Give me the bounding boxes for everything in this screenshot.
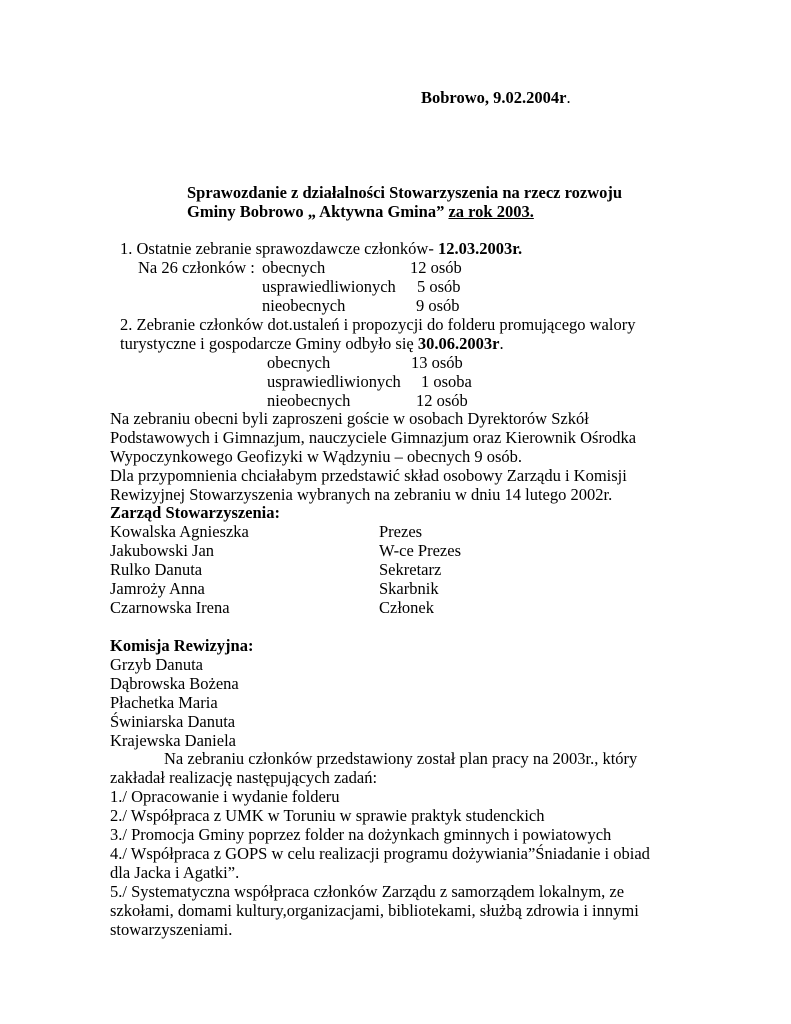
s2-row-value: 1 osoba xyxy=(421,372,472,391)
title-org-name: Gminy Bobrowo „ Aktywna Gmina” xyxy=(187,202,449,221)
section-2-line-1: 2. Zebranie członków dot.ustaleń i propozycji do folderu promującego walory xyxy=(120,315,636,334)
s1-row-value: 5 osób xyxy=(417,277,461,296)
board-member-name: Jakubowski Jan xyxy=(110,541,215,560)
board-member-name: Kowalska Agnieszka xyxy=(110,522,249,541)
plan-task: szkołami, domami kultury,organizacjami, bibliotekami, służbą zdrowia i innymi xyxy=(110,901,639,920)
section-2-date: 30.06.2003r xyxy=(417,334,500,353)
board-heading: Zarząd Stowarzyszenia: xyxy=(110,503,281,522)
s1-row-value: 12 osób xyxy=(410,258,462,277)
board-member-role: Prezes xyxy=(379,522,423,541)
document-date xyxy=(421,88,571,107)
audit-member: Grzyb Danuta xyxy=(110,655,204,674)
s2-row-label: obecnych xyxy=(267,353,331,372)
board-member-role: W-ce Prezes xyxy=(379,541,461,560)
title-year: za rok 2003. xyxy=(448,202,534,221)
plan-task: 2./ Współpraca z UMK w Toruniu w sprawie praktyk studenckich xyxy=(110,806,545,825)
plan-task: dla Jacka i Agatki”. xyxy=(110,863,240,882)
board-member-name: Rulko Danuta xyxy=(110,560,203,579)
section-2-text: turystyczne i gospodarcze Gminy odbyło się xyxy=(120,334,418,353)
date-dot: . xyxy=(566,88,571,107)
audit-heading: Komisja Rewizyjna: xyxy=(110,636,254,655)
paragraph-line: Na zebraniu obecni byli zaproszeni goście w osobach Dyrektorów Szkół xyxy=(110,409,589,428)
s2-row-value: 13 osób xyxy=(411,353,463,372)
board-member-name: Jamroży Anna xyxy=(110,579,205,598)
board-member-name: Czarnowska Irena xyxy=(110,598,230,617)
board-member-role: Sekretarz xyxy=(379,560,442,579)
board-member-role: Skarbnik xyxy=(379,579,439,598)
section-2-dot: . xyxy=(499,334,504,353)
paragraph-line: Wypoczynkowego Geofizyki w Wądzyniu – obecnych 9 osób. xyxy=(110,447,523,466)
plan-task: 1./ Opracowanie i wydanie folderu xyxy=(110,787,340,806)
s2-row-label: nieobecnych xyxy=(267,391,351,410)
audit-member: Płachetka Maria xyxy=(110,693,218,712)
audit-member: Świniarska Danuta xyxy=(110,712,236,731)
section-1-text: 1. Ostatnie zebranie sprawozdawcze członków- xyxy=(120,239,438,258)
report-title-line-2 xyxy=(187,202,534,221)
s1-row-label: obecnych xyxy=(262,258,326,277)
audit-member: Dąbrowska Bożena xyxy=(110,674,239,693)
plan-intro-line-2: zakładał realizację następujących zadań: xyxy=(110,768,378,787)
plan-intro-line-1: Na zebraniu członków przedstawiony został plan pracy na 2003r., który xyxy=(164,749,638,768)
plan-task: 5./ Systematyczna współpraca członków Zarządu z samorządem lokalnym, ze xyxy=(110,882,625,901)
section-1-heading xyxy=(120,239,522,258)
section-1-date: 12.03.2003r. xyxy=(437,239,523,258)
section-2-line-2 xyxy=(120,334,504,353)
board-member-role: Członek xyxy=(379,598,434,617)
date-text: Bobrowo, 9.02.2004r xyxy=(421,88,567,107)
plan-task: 3./ Promocja Gminy poprzez folder na dożynkach gminnych i powiatowych xyxy=(110,825,612,844)
s2-row-label: usprawiedliwionych xyxy=(267,372,401,391)
s2-row-value: 12 osób xyxy=(416,391,468,410)
paragraph-line: Podstawowych i Gimnazjum, nauczyciele Gimnazjum oraz Kierownik Ośrodka xyxy=(110,428,637,447)
s1-row-value: 9 osób xyxy=(416,296,460,315)
paragraph-line: Dla przypomnienia chciałabym przedstawić skład osobowy Zarządu i Komisji xyxy=(110,466,627,485)
plan-task: 4./ Współpraca z GOPS w celu realizacji programu dożywiania”Śniadanie i obiad xyxy=(110,844,650,863)
s1-row-label: nieobecnych xyxy=(262,296,346,315)
s1-row-label: usprawiedliwionych xyxy=(262,277,396,296)
section-1-intro: Na 26 członków : xyxy=(138,258,255,277)
paragraph-line: Rewizyjnej Stowarzyszenia wybranych na zebraniu w dniu 14 lutego 2002r. xyxy=(110,485,613,504)
plan-task: stowarzyszeniami. xyxy=(110,920,233,939)
audit-member: Krajewska Daniela xyxy=(110,731,236,750)
report-title-line-1: Sprawozdanie z działalności Stowarzyszenia na rzecz rozwoju xyxy=(187,183,623,202)
